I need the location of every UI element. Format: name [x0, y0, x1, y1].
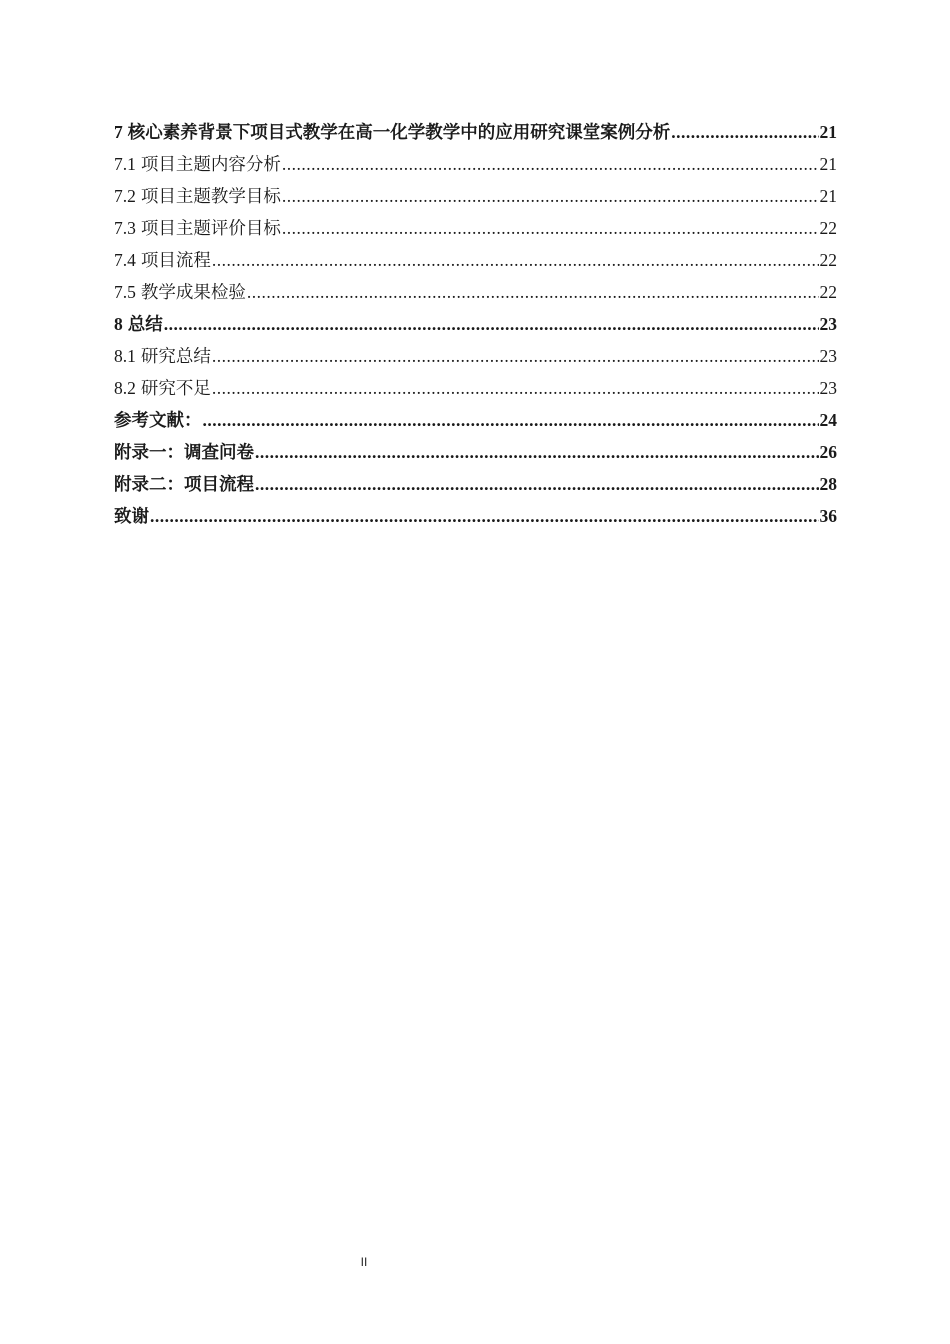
- toc-entry-page: 21: [819, 186, 837, 206]
- toc-entry-text: 核心素养背景下项目式教学在高一化学教学中的应用研究课堂案例分析: [127, 122, 671, 142]
- toc-entry-page: 24: [819, 410, 837, 430]
- toc-entry-page: 23: [819, 314, 837, 334]
- toc-leader-dots: [247, 276, 819, 308]
- toc-entry-title: 附录一：调查问卷: [114, 442, 254, 462]
- toc-entry-text: 总结: [127, 314, 163, 334]
- toc-entry-8[interactable]: [114, 308, 837, 340]
- toc-leader-dots: [212, 244, 819, 276]
- toc-entry-page: 23: [819, 346, 837, 366]
- toc-entry-page: 21: [819, 122, 837, 142]
- toc-entry-references[interactable]: [114, 404, 837, 436]
- toc-entry-number: 7: [114, 122, 123, 142]
- toc-entry-number: 8.2: [114, 378, 136, 398]
- toc-entry-8-2[interactable]: [114, 372, 837, 404]
- toc-entry-title: [114, 148, 281, 180]
- toc-entry-number: 7.4: [114, 250, 136, 270]
- toc-leader-dots: [282, 148, 819, 180]
- toc-entry-title: [114, 308, 163, 340]
- toc-entry-7-4[interactable]: [114, 244, 837, 276]
- toc-entry-number: 7.5: [114, 282, 136, 302]
- toc-entry-number: 8: [114, 314, 123, 334]
- toc-leader-dots: [212, 372, 819, 404]
- toc-leader-dots: [212, 340, 819, 372]
- toc-entry-acknowledgements[interactable]: [114, 500, 837, 532]
- toc-entry-number: 7.2: [114, 186, 136, 206]
- toc-entry-title: [114, 212, 281, 244]
- toc-leader-dots: [282, 212, 819, 244]
- toc-entry-text: 研究总结: [140, 346, 211, 366]
- toc-entry-page: 26: [819, 442, 837, 462]
- toc-entry-7-1[interactable]: [114, 148, 837, 180]
- toc-entry-appendix-2[interactable]: [114, 468, 837, 500]
- toc-entry-title: 参考文献：: [114, 410, 202, 430]
- toc-entry-text: 项目流程: [140, 250, 211, 270]
- toc-entry-page: 22: [819, 250, 837, 270]
- toc-entry-page: 22: [819, 218, 837, 238]
- toc-entry-7-3[interactable]: [114, 212, 837, 244]
- toc-entry-7[interactable]: [114, 116, 837, 148]
- toc-entry-title: 致谢: [114, 506, 149, 526]
- toc-leader-dots: [671, 116, 818, 148]
- toc-entry-title: [114, 244, 211, 276]
- toc-entry-page: 36: [819, 506, 837, 526]
- toc-entry-page: 28: [819, 474, 837, 494]
- toc-entry-title: 附录二：项目流程: [114, 474, 254, 494]
- toc-leader-dots: [255, 436, 819, 468]
- toc-entry-text: 项目主题评价目标: [140, 218, 281, 238]
- table-of-contents: [114, 116, 837, 532]
- page-number: II: [360, 1255, 368, 1269]
- toc-leader-dots: [150, 500, 819, 532]
- toc-entry-8-1[interactable]: [114, 340, 837, 372]
- toc-leader-dots: [282, 180, 819, 212]
- toc-entry-number: 7.3: [114, 218, 136, 238]
- toc-entry-text: 项目主题教学目标: [140, 186, 281, 206]
- toc-entry-7-2[interactable]: [114, 180, 837, 212]
- toc-entry-title: [114, 340, 211, 372]
- toc-entry-number: 8.1: [114, 346, 136, 366]
- toc-entry-title: [114, 372, 211, 404]
- toc-entry-text: 教学成果检验: [140, 282, 246, 302]
- toc-entry-title: [114, 116, 670, 148]
- toc-entry-number: 7.1: [114, 154, 136, 174]
- toc-entry-text: 项目主题内容分析: [140, 154, 281, 174]
- toc-entry-page: 21: [819, 154, 837, 174]
- toc-leader-dots: [255, 468, 819, 500]
- toc-entry-text: 研究不足: [140, 378, 211, 398]
- toc-entry-appendix-1[interactable]: [114, 436, 837, 468]
- toc-leader-dots: [164, 308, 819, 340]
- toc-entry-page: 23: [819, 378, 837, 398]
- toc-entry-page: 22: [819, 282, 837, 302]
- toc-entry-title: [114, 276, 246, 308]
- toc-leader-dots: [203, 404, 819, 436]
- toc-entry-7-5[interactable]: [114, 276, 837, 308]
- toc-entry-title: [114, 180, 281, 212]
